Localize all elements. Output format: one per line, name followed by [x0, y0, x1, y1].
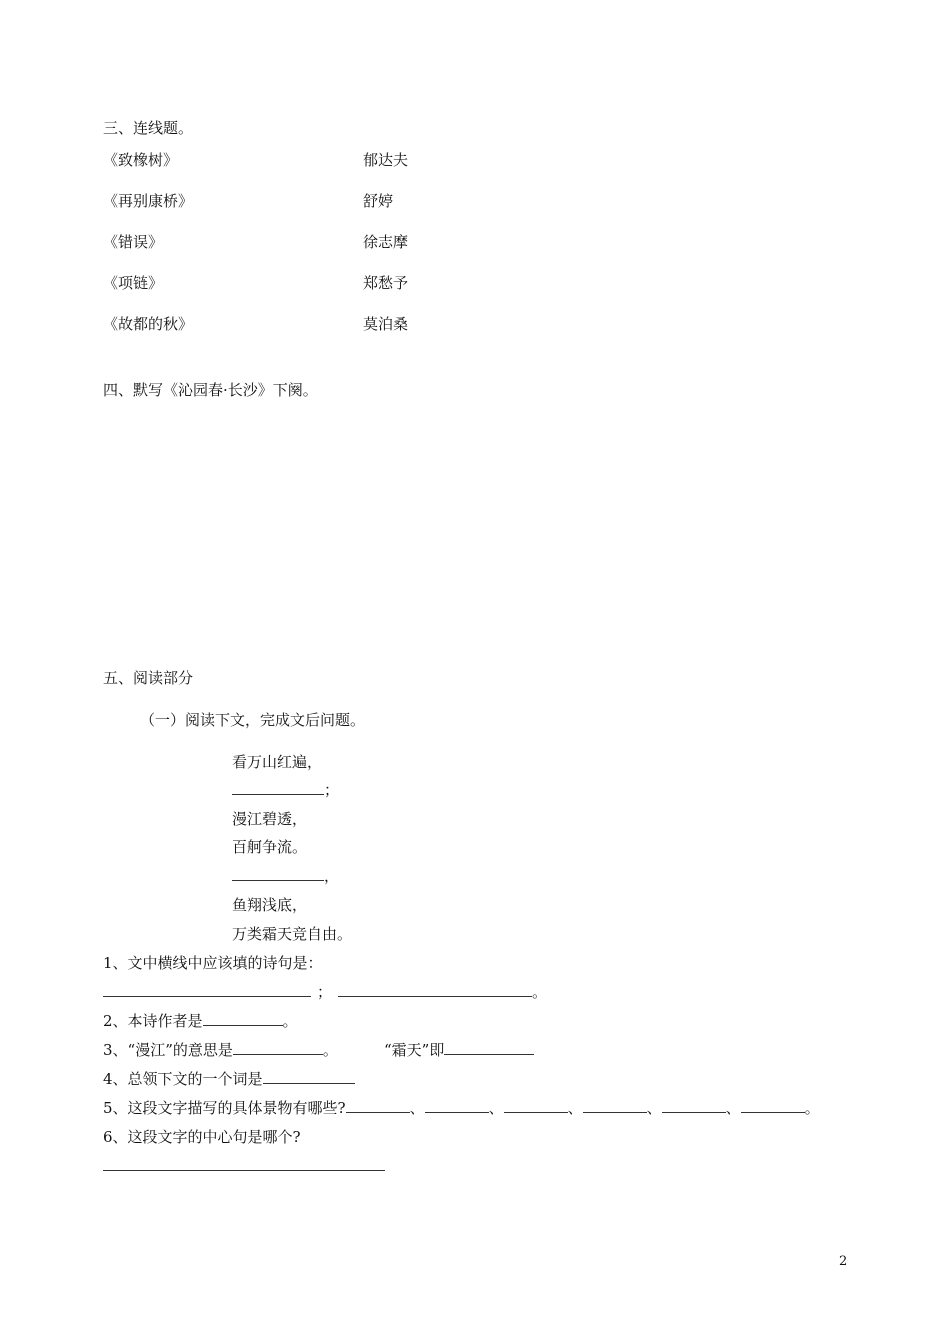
separator: ； — [317, 983, 333, 1001]
answer-blank[interactable] — [263, 1069, 355, 1084]
question-1-answer — [103, 982, 547, 1002]
question-6-answer — [103, 1156, 385, 1176]
poem-blank[interactable] — [232, 866, 324, 881]
question-3b — [384, 1040, 534, 1060]
work-title: 《错误》 — [103, 233, 164, 251]
author-name: 郁达夫 — [363, 151, 409, 169]
reading-subheading: （一）阅读下文，完成文后问题。 — [140, 711, 366, 729]
separator: 、 — [646, 1099, 662, 1117]
poem-line: 万类霜天竞自由。 — [232, 925, 353, 943]
answer-blank[interactable] — [425, 1098, 489, 1113]
section4-heading: 四、默写《沁园春·长沙》下阕。 — [103, 381, 318, 399]
answer-blank[interactable] — [504, 1098, 568, 1113]
work-title: 《致橡树》 — [103, 151, 179, 169]
poem-blank-line — [232, 780, 339, 800]
answer-blank[interactable] — [103, 982, 311, 997]
answer-blank[interactable] — [233, 1040, 323, 1055]
question-4 — [103, 1069, 355, 1089]
question-2 — [103, 1011, 298, 1031]
poem-blank[interactable] — [232, 780, 324, 795]
question-5-text: 5、这段文字描写的具体景物有哪些? — [103, 1099, 346, 1117]
answer-blank[interactable] — [662, 1098, 726, 1113]
poem-line: 鱼翔浅底， — [232, 896, 308, 914]
author-name: 舒婷 — [363, 192, 394, 210]
question-3-text-a: 3、“漫江”的意思是 — [103, 1041, 233, 1059]
answer-blank[interactable] — [444, 1040, 534, 1055]
separator: 、 — [409, 1099, 425, 1117]
answer-blank[interactable] — [103, 1156, 385, 1171]
answer-blank[interactable] — [346, 1098, 410, 1113]
question-3 — [103, 1040, 338, 1060]
question-1: 1、文中横线中应该填的诗句是： — [103, 954, 323, 972]
question-5 — [103, 1098, 820, 1118]
separator: 、 — [567, 1099, 583, 1117]
end-punct: 。 — [282, 1012, 298, 1030]
end-punct: 。 — [804, 1099, 820, 1117]
section3-heading: 三、连线题。 — [103, 119, 194, 137]
author-name: 徐志摩 — [363, 233, 409, 251]
author-name: 莫泊桑 — [363, 315, 409, 333]
work-title: 《再别康桥》 — [103, 192, 194, 210]
separator: 、 — [725, 1099, 741, 1117]
answer-blank[interactable] — [338, 982, 532, 997]
question-3-text-b: “霜天”即 — [384, 1041, 445, 1059]
answer-blank[interactable] — [583, 1098, 647, 1113]
separator: 、 — [488, 1099, 504, 1117]
author-name: 郑愁予 — [363, 274, 409, 292]
section5-heading: 五、阅读部分 — [103, 669, 194, 687]
work-title: 《项链》 — [103, 274, 164, 292]
end-punct: 。 — [532, 983, 548, 1001]
mid-punct: 。 — [322, 1041, 338, 1059]
poem-blank-line — [232, 866, 339, 886]
poem-punct: ， — [324, 867, 340, 885]
answer-blank[interactable] — [741, 1098, 805, 1113]
poem-line: 百舸争流。 — [232, 838, 308, 856]
poem-line: 漫江碧透， — [232, 810, 308, 828]
question-6: 6、这段文字的中心句是哪个? — [103, 1128, 301, 1146]
work-title: 《故都的秋》 — [103, 315, 194, 333]
page-number: 2 — [839, 1254, 848, 1269]
question-4-text: 4、总领下文的一个词是 — [103, 1070, 263, 1088]
poem-punct: ； — [324, 781, 340, 799]
question-2-text: 2、本诗作者是 — [103, 1012, 203, 1030]
poem-line: 看万山红遍， — [232, 753, 323, 771]
answer-blank[interactable] — [203, 1011, 283, 1026]
